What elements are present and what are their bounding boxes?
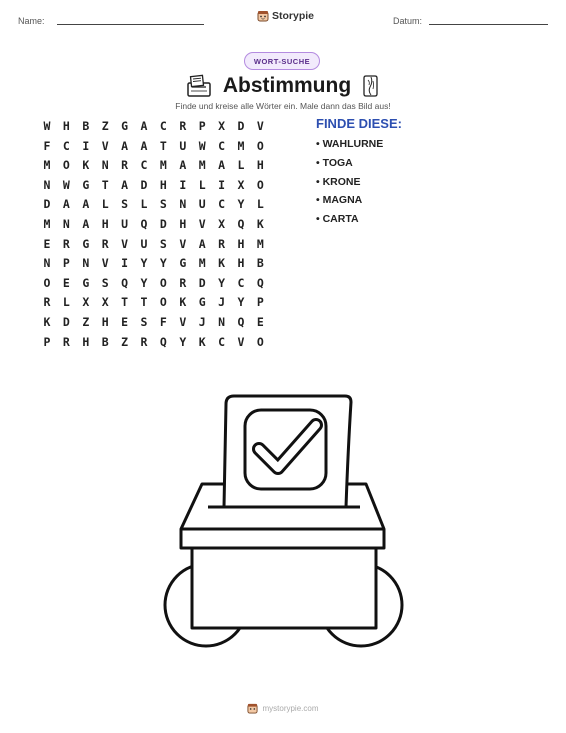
grid-letter[interactable]: C	[218, 334, 226, 349]
grid-letter[interactable]: Q	[140, 217, 148, 231]
grid-letter[interactable]: J	[218, 295, 226, 310]
grid-letter[interactable]: A	[62, 197, 70, 212]
grid-letter[interactable]: N	[218, 315, 226, 329]
grid-letter[interactable]: K	[82, 158, 90, 173]
grid-letter[interactable]: A	[121, 138, 129, 153]
grid-letter[interactable]: B	[101, 334, 109, 349]
grid-letter[interactable]: N	[43, 177, 51, 192]
grid-letter[interactable]: Y	[140, 275, 148, 290]
grid-letter[interactable]: D	[198, 275, 206, 290]
grid-letter[interactable]: L	[140, 197, 148, 212]
grid-letter[interactable]: O	[256, 177, 264, 192]
grid-letter[interactable]: Z	[121, 334, 129, 349]
grid-letter[interactable]: A	[198, 236, 206, 251]
word-item: • TOGA	[316, 157, 353, 169]
word-item: • MAGNA	[316, 194, 363, 206]
grid-letter[interactable]: V	[198, 217, 206, 231]
ballot-box-icon	[185, 74, 213, 98]
grid-letter[interactable]: R	[62, 334, 70, 349]
grid-letter[interactable]: P	[43, 334, 51, 349]
grid-letter[interactable]: X	[218, 119, 226, 133]
grid-letter[interactable]: R	[179, 275, 187, 290]
grid-letter[interactable]: N	[179, 197, 187, 212]
grid-letter[interactable]: D	[43, 197, 51, 212]
grid-letter[interactable]: Q	[237, 217, 245, 231]
grid-letter[interactable]: Y	[159, 256, 167, 271]
grid-letter[interactable]: W	[62, 177, 70, 192]
grid-letter[interactable]: A	[82, 217, 90, 231]
grid-letter[interactable]: A	[218, 158, 226, 173]
grid-letter[interactable]: T	[121, 295, 129, 310]
ballot-box-coloring-picture	[150, 385, 420, 655]
grid-letter[interactable]: V	[237, 334, 245, 349]
grid-letter[interactable]: R	[101, 236, 109, 251]
page-title: Abstimmung	[222, 74, 352, 97]
grid-letter[interactable]: H	[256, 158, 264, 173]
grid-letter[interactable]: V	[101, 138, 109, 153]
grid-letter[interactable]: M	[43, 158, 51, 173]
grid-letter[interactable]: M	[198, 256, 206, 271]
grid-letter[interactable]: O	[159, 295, 167, 310]
grid-letter[interactable]: Y	[140, 256, 148, 271]
grid-letter[interactable]: V	[179, 236, 187, 251]
storypie-mascot-icon	[257, 10, 269, 22]
word-item: • KRONE	[316, 176, 361, 188]
grid-letter[interactable]: D	[237, 119, 245, 133]
grid-letter[interactable]: V	[101, 256, 109, 271]
grid-letter[interactable]: V	[179, 315, 187, 329]
grid-letter[interactable]: V	[121, 236, 129, 251]
date-label: Datum:	[393, 16, 423, 26]
brand-name: Storypie	[272, 10, 315, 22]
grid-letter[interactable]: I	[121, 256, 129, 271]
word-item: • CARTA	[316, 213, 359, 225]
title-row	[183, 71, 383, 101]
grid-letter[interactable]: R	[218, 236, 226, 251]
grid-letter[interactable]: R	[140, 334, 148, 349]
grid-letter[interactable]: V	[256, 119, 264, 133]
grid-letter[interactable]: L	[101, 197, 109, 212]
grid-letter[interactable]: Z	[82, 315, 90, 329]
grid-letter[interactable]: K	[198, 334, 206, 349]
grid-letter[interactable]: G	[179, 256, 187, 271]
name-label: Name:	[18, 16, 45, 26]
grid-letter[interactable]: T	[101, 177, 109, 192]
grid-letter[interactable]: H	[179, 217, 187, 231]
grid-letter[interactable]: N	[101, 158, 109, 173]
grid-letter[interactable]: A	[179, 158, 187, 173]
grid-letter[interactable]: H	[82, 334, 90, 349]
grid-letter[interactable]: C	[218, 138, 226, 153]
grid-letter[interactable]: E	[121, 315, 129, 329]
grid-letter[interactable]: X	[237, 177, 245, 192]
grid-letter[interactable]: P	[256, 295, 264, 310]
grid-letter[interactable]: Q	[121, 275, 129, 290]
grid-letter[interactable]: R	[179, 119, 187, 133]
grid-letter[interactable]: O	[159, 275, 167, 290]
grid-letter[interactable]: C	[62, 138, 70, 153]
grid-letter[interactable]: Y	[237, 295, 245, 310]
storypie-mascot-icon	[247, 703, 258, 714]
grid-letter[interactable]: N	[62, 217, 70, 231]
grid-letter[interactable]: F	[159, 315, 167, 329]
grid-letter[interactable]: L	[256, 197, 264, 212]
grid-letter[interactable]: U	[140, 236, 148, 251]
grid-letter[interactable]: S	[121, 197, 129, 212]
grid-letter[interactable]: D	[62, 315, 70, 329]
footer-url: mystorypie.com	[262, 704, 319, 713]
box-body	[192, 548, 376, 628]
grid-letter[interactable]: O	[256, 334, 264, 349]
grid-letter[interactable]: X	[82, 295, 90, 310]
grid-letter[interactable]: C	[140, 158, 148, 173]
grid-letter[interactable]: Y	[179, 334, 187, 349]
grid-letter[interactable]: K	[218, 256, 226, 271]
grid-letter[interactable]: M	[159, 158, 167, 173]
grid-letter[interactable]: G	[82, 177, 90, 192]
grid-letter[interactable]: D	[159, 217, 167, 231]
grid-letter[interactable]: T	[159, 138, 167, 153]
grid-letter[interactable]: T	[140, 295, 148, 310]
grid-letter[interactable]: B	[256, 256, 264, 271]
grid-letter[interactable]: U	[198, 197, 206, 212]
grid-letter[interactable]: W	[43, 119, 51, 133]
grid-letter[interactable]: L	[198, 177, 206, 192]
grid-letter[interactable]: I	[218, 177, 226, 192]
grid-letter[interactable]: G	[82, 275, 90, 290]
grid-letter[interactable]: H	[101, 217, 109, 231]
grid-letter[interactable]: H	[101, 315, 109, 329]
grid-letter[interactable]: X	[101, 295, 109, 310]
grid-letter[interactable]: L	[237, 158, 245, 173]
grid-letter[interactable]: O	[256, 138, 264, 153]
grid-letter[interactable]: D	[140, 177, 148, 192]
date-field[interactable]	[429, 24, 548, 25]
grid-letter[interactable]: A	[140, 119, 148, 133]
grid-letter[interactable]: E	[256, 315, 264, 329]
grid-letter[interactable]: O	[43, 275, 51, 290]
footer	[0, 703, 566, 714]
grid-letter[interactable]: R	[43, 295, 51, 310]
grid-letter[interactable]: H	[237, 236, 245, 251]
grid-letter[interactable]: O	[62, 158, 70, 173]
grid-letter[interactable]: R	[62, 236, 70, 251]
grid-letter[interactable]: A	[140, 138, 148, 153]
grid-letter[interactable]: Y	[237, 197, 245, 212]
grid-letter[interactable]: E	[43, 236, 51, 251]
scroll-quill-icon	[361, 73, 381, 99]
grid-letter[interactable]: M	[237, 138, 245, 153]
grid-letter[interactable]: F	[43, 138, 51, 153]
grid-letter[interactable]: C	[218, 197, 226, 212]
grid-letter[interactable]: W	[198, 138, 206, 153]
grid-letter[interactable]: Y	[218, 275, 226, 290]
grid-letter[interactable]: I	[82, 138, 90, 153]
name-field[interactable]	[57, 24, 204, 25]
grid-letter[interactable]: A	[121, 177, 129, 192]
grid-letter[interactable]: B	[82, 119, 90, 133]
grid-letter[interactable]: G	[198, 295, 206, 310]
grid-letter[interactable]: J	[198, 315, 206, 329]
grid-letter[interactable]: K	[43, 315, 51, 329]
grid-letter[interactable]: C	[237, 275, 245, 290]
grid-letter[interactable]: M	[198, 158, 206, 173]
grid-letter[interactable]: Q	[256, 275, 264, 290]
grid-letter[interactable]: Q	[159, 334, 167, 349]
grid-letter[interactable]: I	[179, 177, 187, 192]
grid-letter[interactable]: E	[62, 275, 70, 290]
grid-letter[interactable]: P	[198, 119, 206, 133]
grid-letter[interactable]: S	[159, 197, 167, 212]
grid-letter[interactable]: G	[82, 236, 90, 251]
grid-letter[interactable]: Z	[101, 119, 109, 133]
grid-letter[interactable]: P	[62, 256, 70, 271]
grid-letter[interactable]: X	[218, 217, 226, 231]
grid-letter[interactable]: G	[121, 119, 129, 133]
grid-letter[interactable]: U	[179, 138, 187, 153]
grid-letter[interactable]: A	[82, 197, 90, 212]
word-item: • WAHLURNE	[316, 138, 384, 150]
grid-letter[interactable]: M	[256, 236, 264, 251]
grid-letter[interactable]: Q	[237, 315, 245, 329]
grid-letter[interactable]: S	[140, 315, 148, 329]
grid-letter[interactable]: K	[256, 217, 264, 231]
grid-letter[interactable]: H	[159, 177, 167, 192]
grid-letter[interactable]: C	[159, 119, 167, 133]
grid-letter[interactable]: S	[159, 236, 167, 251]
grid-letter[interactable]: U	[121, 217, 129, 231]
instructions: Finde und kreise alle Wörter ein. Male dann das Bild aus!	[175, 101, 391, 111]
grid-letter[interactable]: H	[62, 119, 70, 133]
grid-letter[interactable]: L	[62, 295, 70, 310]
word-list-heading: FINDE DIESE:	[316, 116, 402, 131]
puzzle-type-badge: WORT-SUCHE	[244, 52, 320, 70]
grid-letter[interactable]: N	[82, 256, 90, 271]
grid-letter[interactable]: H	[237, 256, 245, 271]
grid-letter[interactable]: N	[43, 256, 51, 271]
brand-logo	[257, 10, 314, 22]
grid-letter[interactable]: K	[179, 295, 187, 310]
grid-letter[interactable]: M	[43, 217, 51, 231]
grid-letter[interactable]: S	[101, 275, 109, 290]
grid-letter[interactable]: R	[121, 158, 129, 173]
